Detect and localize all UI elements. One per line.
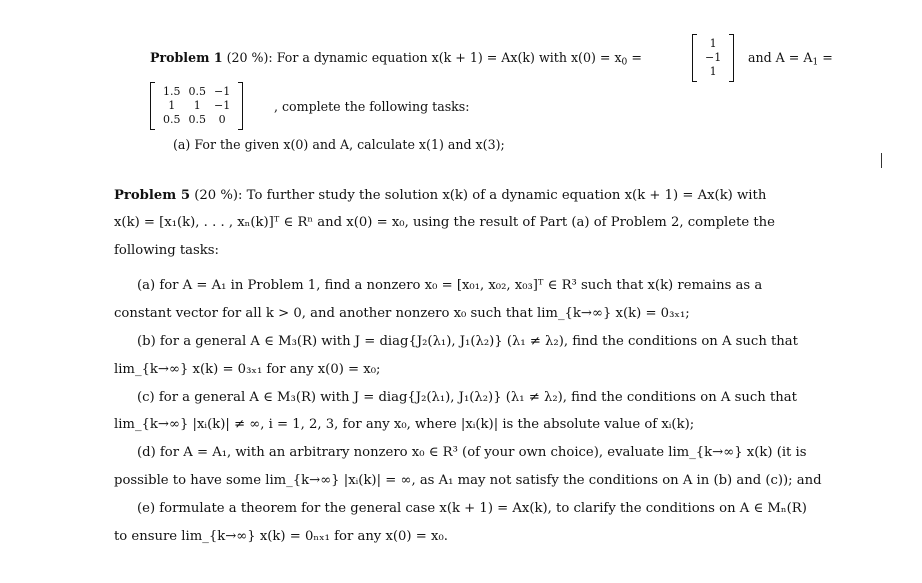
x0-vector-entry: −1 (705, 51, 722, 64)
problem1-matrix-label (748, 49, 833, 72)
A-subscript: 1 (812, 57, 819, 68)
problem5-first-line (114, 187, 766, 205)
text-cursor (881, 153, 882, 168)
problem1-x0-subscript: 0 (621, 57, 628, 68)
matrix-cell: 0 (218, 113, 226, 126)
matrix-cell: −1 (214, 99, 231, 112)
problem5-task-d-cont: possible to have some lim_{k→∞} |xᵢ(k)| = ∞, as A₁ may not satisfy the conditions on A in (b) and (c)); and (114, 473, 822, 488)
problem5-task-c-cont: lim_{k→∞} |xᵢ(k)| ≠ ∞, i = 1, 2, 3, for any x₀, where |xᵢ(k)| is the absolute value of xᵢ(k); (114, 417, 695, 432)
problem1-task-a: (a) For the given x(0) and A, calculate x(1) and x(3); (173, 137, 505, 152)
x0-vector-entry: 1 (709, 65, 717, 78)
problem1-statement (150, 49, 642, 72)
problem5-line: To further study the solution x(k) of a dynamic equation x(k + 1) = Ax(k) with (246, 188, 767, 203)
problem1-intro: For a dynamic equation x(k + 1) = Ax(k) with x(0) = x (276, 50, 622, 65)
problem1-heading: Problem 1 (150, 50, 223, 65)
matrix-cell: 1 (193, 99, 201, 112)
problem5-task-e-cont: to ensure lim_{k→∞} x(k) = 0ₙₓ₁ for any x(0) = x₀. (114, 529, 448, 544)
problem5-task-d: (d) for A = A₁, with an arbitrary nonzero x₀ ∈ R³ (of your own choice), evaluate lim_{k→∞} x(k) (it is (137, 445, 807, 460)
matrix-cell: 0.5 (163, 113, 181, 126)
matrix-cell: −1 (214, 85, 231, 98)
x0-vector-entry: 1 (709, 37, 717, 50)
x0-vector (692, 34, 734, 82)
problem5-line: following tasks: (114, 243, 219, 258)
problem1-equals: = (631, 50, 642, 65)
problem5-task-b: (b) for a general A ∈ M₃(R) with J = diag{J₂(λ₁), J₁(λ₂)} (λ₁ ≠ λ₂), find the conditions on A such that (137, 334, 798, 349)
and-A-label: and A = A (748, 50, 813, 65)
problem5-weight: (20 %): (194, 188, 243, 203)
problem5-heading: Problem 5 (114, 188, 191, 203)
matrix-cell: 0.5 (188, 113, 206, 126)
matrix-cell: 1.5 (163, 85, 181, 98)
A1-matrix (150, 82, 243, 130)
matrix-cell: 0.5 (188, 85, 206, 98)
matrix-cell: 1 (168, 99, 176, 112)
problem5-task-e: (e) formulate a theorem for the general case x(k + 1) = Ax(k), to clarify the conditions on A ∈ Mₙ(R) (137, 501, 807, 516)
problem1-weight: (20 %): (226, 50, 273, 65)
problem1-after-matrix: , complete the following tasks: (274, 99, 470, 114)
A-equals: = (822, 50, 833, 65)
problem5-line: x(k) = [x₁(k), . . . , xₙ(k)]ᵀ ∈ Rⁿ and x(0) = x₀, using the result of Part (a) of Problem 2, complete the (114, 215, 775, 230)
problem5-task-a-cont: constant vector for all k > 0, and another nonzero x₀ such that lim_{k→∞} x(k) = 0₃ₓ₁; (114, 306, 690, 321)
problem5-task-c: (c) for a general A ∈ M₃(R) with J = diag{J₂(λ₁), J₁(λ₂)} (λ₁ ≠ λ₂), find the conditions on A such that (137, 390, 797, 405)
problem5-task-a: (a) for A = A₁ in Problem 1, find a nonzero x₀ = [x₀₁, x₀₂, x₀₃]ᵀ ∈ R³ such that x(k) remains as a (137, 278, 763, 293)
problem5-task-b-cont: lim_{k→∞} x(k) = 0₃ₓ₁ for any x(0) = x₀; (114, 362, 381, 377)
